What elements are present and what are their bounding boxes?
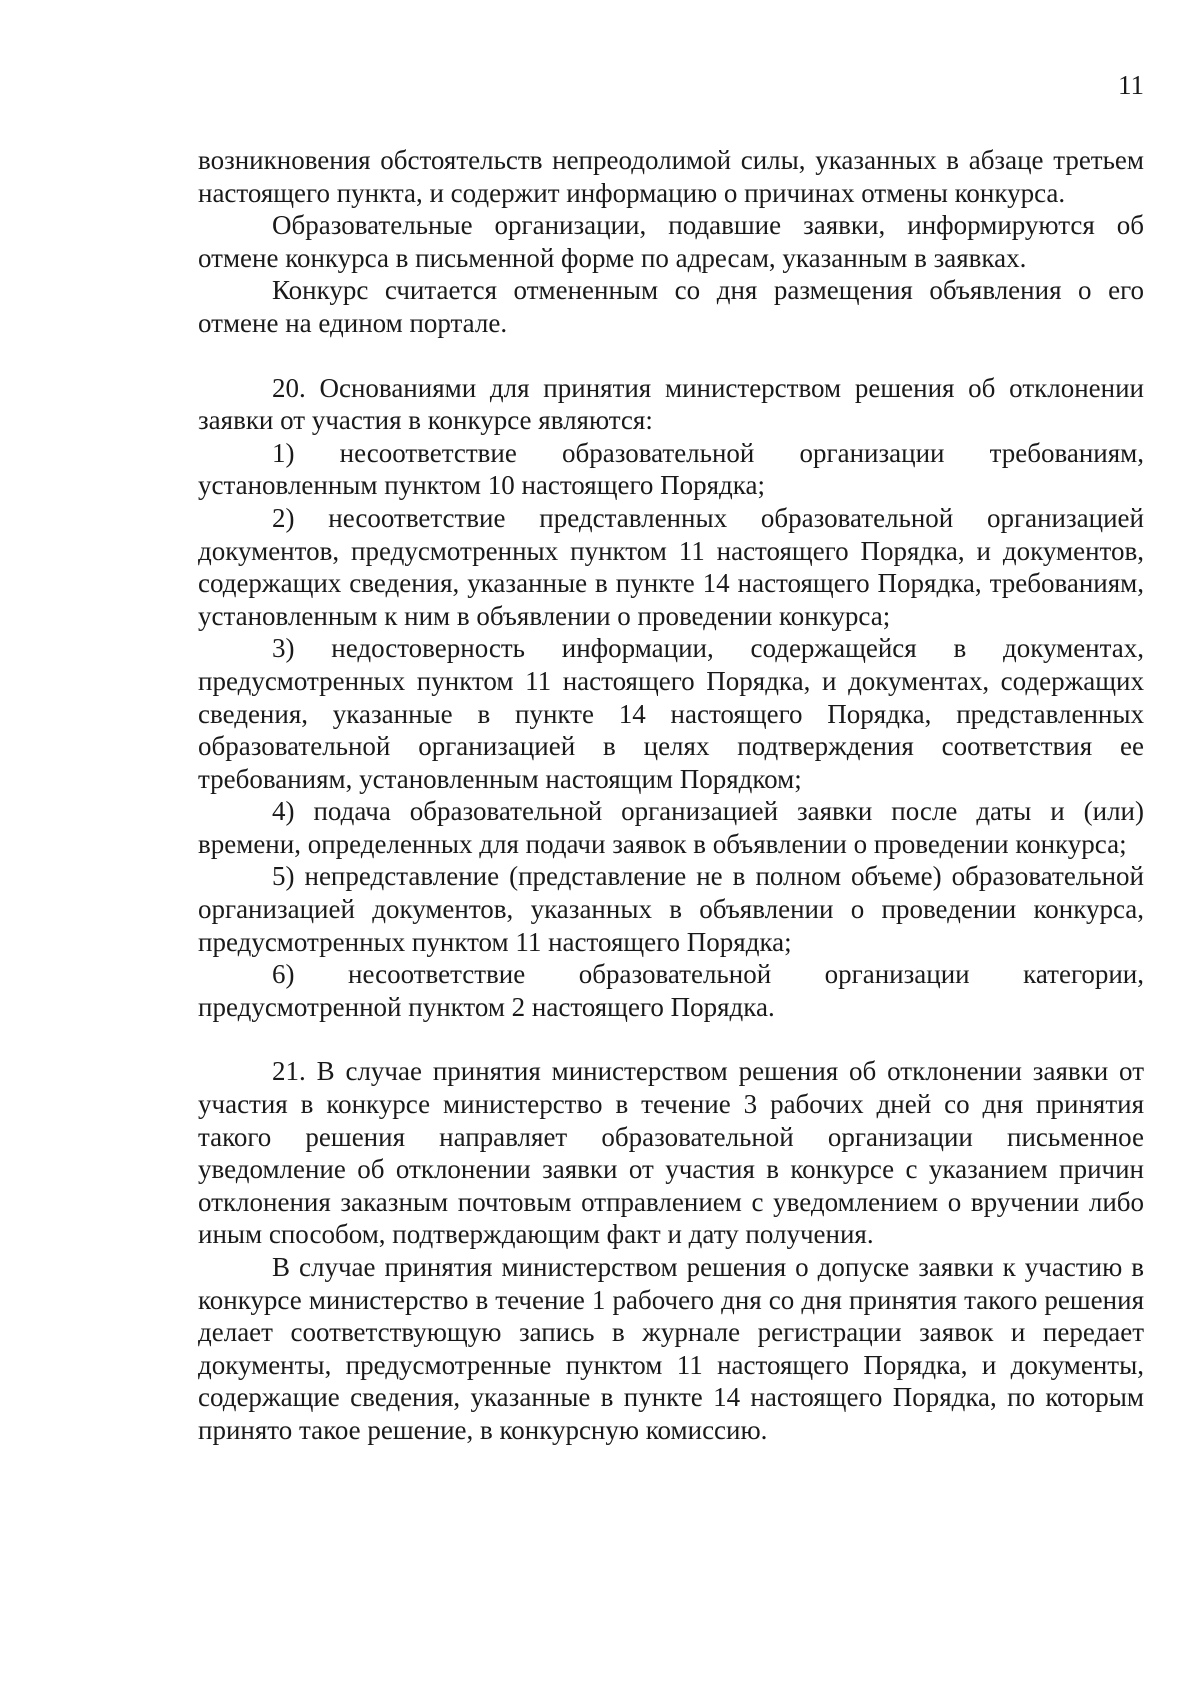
paragraph: В случае принятия министерством решения о допуске заявки к участию в конкурсе министерство в течение 1 рабочего дня со дня принятия такого решения делает соответствующую запись в журнале регистрации заявок и передает документы, предусмотренные пунктом 11 настоящего Порядка, и документы, содержащие сведения, указанные в пункте 14 настоящего Порядка, по которым принято такое решение, в конкурсную комиссию.: [198, 1252, 1144, 1445]
paragraph: 2) несоответствие представленных образовательной организацией документов, предусмотренных пунктом 11 настоящего Порядка, и документов, содержащих сведения, указанные в пункте 14 настоящего Порядка, требованиям, установленным к ним в объявлении о проведении конкурса;: [198, 502, 1144, 631]
paragraph: Образовательные организации, подавшие заявки, информируются об отмене конкурса в письменной форме по адресам, указанным в заявках.: [198, 210, 1144, 273]
paragraph: Конкурс считается отмененным со дня размещения объявления о его отмене на едином портале.: [198, 275, 1144, 338]
paragraph: 1) несоответствие образовательной организации требованиям, установленным пунктом 10 настоящего Порядка;: [198, 437, 1144, 501]
document-body: [198, 144, 1144, 1447]
paragraph: 4) подача образовательной организацией заявки после даты и (или) времени, определенных для подачи заявок в объявлении о проведении конкурса;: [198, 796, 1144, 859]
paragraph: возникновения обстоятельств непреодолимой силы, указанных в абзаце третьем настоящего пункта, и содержит информацию о причинах отмены конкурса.: [198, 145, 1144, 208]
paragraph: 3) недостоверность информации, содержащейся в документах, предусмотренных пунктом 11 настоящего Порядка, и документах, содержащих сведения, указанные в пункте 14 настоящего Порядка, представленных образовательной организацией в целях подтверждения соответствия ее требованиям, установленным настоящим Порядком;: [198, 633, 1144, 794]
paragraph: 21. В случае принятия министерством решения об отклонении заявки от участия в конкурсе министерство в течение 3 рабочих дней со дня принятия такого решения направляет образовательной организации письменное уведомление об отклонении заявки от участия в конкурсе с указанием причин отклонения заказным почтовым отправлением с уведомлением о вручении либо иным способом, подтверждающим факт и дату получения.: [198, 1056, 1144, 1250]
page-number: 11: [1118, 70, 1144, 100]
paragraph: 6) несоответствие образовательной организации категории, предусмотренной пунктом 2 настоящего Порядка.: [198, 959, 1144, 1022]
paragraph: 20. Основаниями для принятия министерством решения об отклонении заявки от участия в конкурсе являются:: [198, 372, 1144, 436]
paragraph: 5) непредставление (представление не в полном объеме) образовательной организацией документов, указанных в объявлении о проведении конкурса, предусмотренных пунктом 11 настоящего Порядка;: [198, 861, 1144, 957]
